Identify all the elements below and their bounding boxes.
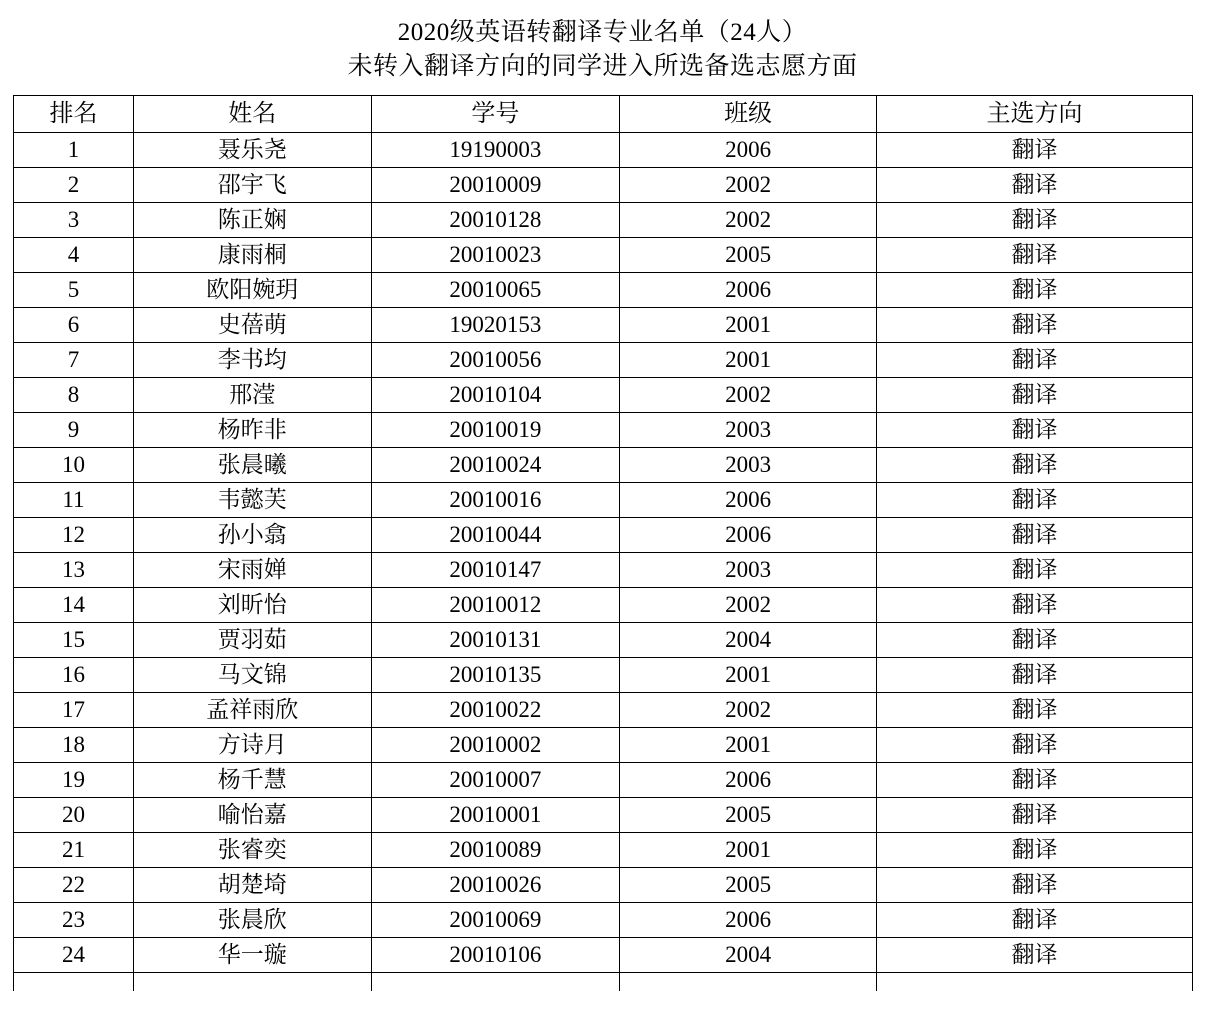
cell-rank: 3 <box>14 203 134 238</box>
cell-student-id: 20010089 <box>371 833 619 868</box>
cell-rank: 18 <box>14 728 134 763</box>
cell-name: 陈正娴 <box>133 203 371 238</box>
cell-student-id: 20010056 <box>371 343 619 378</box>
cell-name: 张晨曦 <box>133 448 371 483</box>
cell-name: 马文锦 <box>133 658 371 693</box>
cell-class: 2001 <box>620 728 877 763</box>
cell-class: 2002 <box>620 588 877 623</box>
cell-name: 喻怡嘉 <box>133 798 371 833</box>
cell-student-id: 20010104 <box>371 378 619 413</box>
table-row <box>14 168 1193 203</box>
cell-rank: 21 <box>14 833 134 868</box>
cell-direction: 翻译 <box>877 413 1193 448</box>
cell-class: 2001 <box>620 308 877 343</box>
table-row <box>14 623 1193 658</box>
cell-direction: 翻译 <box>877 308 1193 343</box>
cell-direction: 翻译 <box>877 553 1193 588</box>
cell-name: 邵宇飞 <box>133 168 371 203</box>
cell-student-id: 20010024 <box>371 448 619 483</box>
table-row <box>14 658 1193 693</box>
table-row <box>14 378 1193 413</box>
cell-rank: 16 <box>14 658 134 693</box>
cell-rank: 1 <box>14 133 134 168</box>
cell-name: 方诗月 <box>133 728 371 763</box>
cell-name: 刘昕怡 <box>133 588 371 623</box>
cell-name: 胡楚埼 <box>133 868 371 903</box>
cell-direction: 翻译 <box>877 168 1193 203</box>
cell-rank: 23 <box>14 903 134 938</box>
cell-name: 杨昨非 <box>133 413 371 448</box>
table-row <box>14 483 1193 518</box>
cell-rank: 24 <box>14 938 134 973</box>
document-title-block <box>0 0 1205 84</box>
cell-class: 2005 <box>620 868 877 903</box>
cell-rank: 11 <box>14 483 134 518</box>
cell-class: 2006 <box>620 763 877 798</box>
cell-student-id: 20010135 <box>371 658 619 693</box>
cell-direction: 翻译 <box>877 623 1193 658</box>
cell-rank: 20 <box>14 798 134 833</box>
table-row <box>14 763 1193 798</box>
cell-name: 贾羽茹 <box>133 623 371 658</box>
cell-student-id: 19020153 <box>371 308 619 343</box>
cell-class: 2001 <box>620 833 877 868</box>
cell-direction: 翻译 <box>877 938 1193 973</box>
cell-name: 康雨桐 <box>133 238 371 273</box>
cell-empty <box>877 973 1193 992</box>
cell-rank: 5 <box>14 273 134 308</box>
table-row <box>14 833 1193 868</box>
cell-direction: 翻译 <box>877 518 1193 553</box>
cell-direction: 翻译 <box>877 448 1193 483</box>
cell-student-id: 20010007 <box>371 763 619 798</box>
cell-class: 2002 <box>620 693 877 728</box>
table-row <box>14 413 1193 448</box>
table-header-row <box>14 96 1193 133</box>
table-row <box>14 238 1193 273</box>
table-row <box>14 448 1193 483</box>
cell-rank: 2 <box>14 168 134 203</box>
table-row <box>14 868 1193 903</box>
cell-student-id: 20010069 <box>371 903 619 938</box>
cell-empty <box>14 973 134 992</box>
cell-student-id: 20010016 <box>371 483 619 518</box>
cell-direction: 翻译 <box>877 343 1193 378</box>
cell-name: 杨千慧 <box>133 763 371 798</box>
cell-student-id: 20010012 <box>371 588 619 623</box>
cell-class: 2002 <box>620 378 877 413</box>
roster-table <box>13 95 1193 991</box>
table-row <box>14 518 1193 553</box>
cell-empty <box>620 973 877 992</box>
cell-student-id: 20010019 <box>371 413 619 448</box>
cell-class: 2006 <box>620 483 877 518</box>
cell-direction: 翻译 <box>877 868 1193 903</box>
cell-class: 2003 <box>620 553 877 588</box>
table-row <box>14 903 1193 938</box>
cell-student-id: 20010009 <box>371 168 619 203</box>
cell-empty <box>371 973 619 992</box>
cell-rank: 12 <box>14 518 134 553</box>
cell-name: 宋雨婵 <box>133 553 371 588</box>
cell-name: 张晨欣 <box>133 903 371 938</box>
column-header-rank: 排名 <box>14 96 134 133</box>
table-row <box>14 203 1193 238</box>
table-row <box>14 798 1193 833</box>
cell-class: 2006 <box>620 903 877 938</box>
cell-class: 2006 <box>620 133 877 168</box>
cell-name: 孟祥雨欣 <box>133 693 371 728</box>
cell-direction: 翻译 <box>877 273 1193 308</box>
cell-class: 2002 <box>620 203 877 238</box>
column-header-name: 姓名 <box>133 96 371 133</box>
column-header-student-id: 学号 <box>371 96 619 133</box>
cell-class: 2001 <box>620 343 877 378</box>
cell-rank: 10 <box>14 448 134 483</box>
cell-class: 2002 <box>620 168 877 203</box>
cell-rank: 22 <box>14 868 134 903</box>
cell-student-id: 19190003 <box>371 133 619 168</box>
cell-class: 2006 <box>620 273 877 308</box>
cell-class: 2003 <box>620 413 877 448</box>
cell-name: 邢滢 <box>133 378 371 413</box>
cell-class: 2005 <box>620 238 877 273</box>
table-row <box>14 308 1193 343</box>
cell-rank: 13 <box>14 553 134 588</box>
cell-student-id: 20010147 <box>371 553 619 588</box>
cell-direction: 翻译 <box>877 833 1193 868</box>
cell-rank: 7 <box>14 343 134 378</box>
cell-student-id: 20010002 <box>371 728 619 763</box>
cell-rank: 14 <box>14 588 134 623</box>
cell-rank: 8 <box>14 378 134 413</box>
cell-direction: 翻译 <box>877 903 1193 938</box>
cell-student-id: 20010106 <box>371 938 619 973</box>
column-header-class: 班级 <box>620 96 877 133</box>
cell-student-id: 20010022 <box>371 693 619 728</box>
cell-rank: 17 <box>14 693 134 728</box>
column-header-direction: 主选方向 <box>877 96 1193 133</box>
cell-name: 李书均 <box>133 343 371 378</box>
table-row <box>14 343 1193 378</box>
table-row <box>14 133 1193 168</box>
cell-class: 2003 <box>620 448 877 483</box>
cell-direction: 翻译 <box>877 798 1193 833</box>
table-body <box>14 133 1193 992</box>
cell-class: 2005 <box>620 798 877 833</box>
cell-name: 孙小翕 <box>133 518 371 553</box>
page-title: 2020级英语转翻译专业名单（24人） <box>397 19 808 46</box>
cell-rank: 9 <box>14 413 134 448</box>
cell-direction: 翻译 <box>877 693 1193 728</box>
table-row <box>14 273 1193 308</box>
cell-empty <box>133 973 371 992</box>
cell-rank: 15 <box>14 623 134 658</box>
cell-rank: 19 <box>14 763 134 798</box>
table-row <box>14 553 1193 588</box>
cell-direction: 翻译 <box>877 588 1193 623</box>
cell-direction: 翻译 <box>877 483 1193 518</box>
cell-class: 2006 <box>620 518 877 553</box>
cell-class: 2001 <box>620 658 877 693</box>
cell-name: 聂乐尧 <box>133 133 371 168</box>
cell-student-id: 20010023 <box>371 238 619 273</box>
table-header <box>14 96 1193 133</box>
cell-student-id: 20010026 <box>371 868 619 903</box>
table-row <box>14 693 1193 728</box>
cell-rank: 4 <box>14 238 134 273</box>
cell-student-id: 20010131 <box>371 623 619 658</box>
cell-direction: 翻译 <box>877 238 1193 273</box>
cell-student-id: 20010044 <box>371 518 619 553</box>
table-row <box>14 938 1193 973</box>
cell-name: 华一璇 <box>133 938 371 973</box>
table-row <box>14 588 1193 623</box>
cell-direction: 翻译 <box>877 658 1193 693</box>
cell-name: 张睿奕 <box>133 833 371 868</box>
cell-direction: 翻译 <box>877 203 1193 238</box>
page-subtitle: 未转入翻译方向的同学进入所选备选志愿方面 <box>347 53 858 80</box>
cell-name: 欧阳婉玥 <box>133 273 371 308</box>
table-row <box>14 973 1193 992</box>
cell-direction: 翻译 <box>877 378 1193 413</box>
cell-student-id: 20010001 <box>371 798 619 833</box>
cell-direction: 翻译 <box>877 728 1193 763</box>
cell-name: 史蓓萌 <box>133 308 371 343</box>
cell-rank: 6 <box>14 308 134 343</box>
cell-student-id: 20010065 <box>371 273 619 308</box>
cell-class: 2004 <box>620 623 877 658</box>
cell-class: 2004 <box>620 938 877 973</box>
cell-name: 韦懿芙 <box>133 483 371 518</box>
table-row <box>14 728 1193 763</box>
cell-direction: 翻译 <box>877 763 1193 798</box>
cell-direction: 翻译 <box>877 133 1193 168</box>
cell-student-id: 20010128 <box>371 203 619 238</box>
